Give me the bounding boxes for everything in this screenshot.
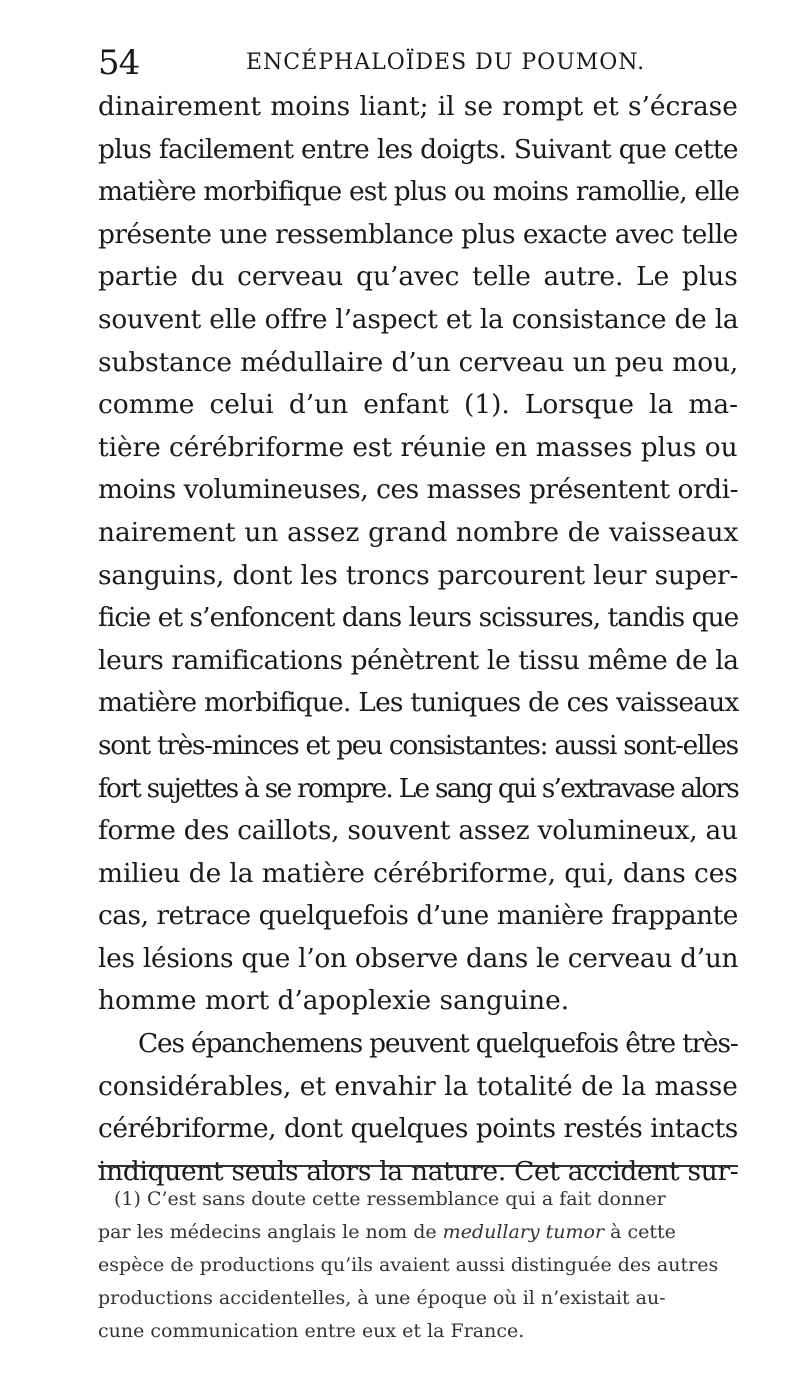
footnote-text: par les médecins anglais le nom de bbox=[98, 1221, 443, 1243]
body-line: forme des caillots, souvent assez volumineux, au bbox=[98, 815, 738, 847]
body-line: indiquent seuls alors la nature. Cet accident sur- bbox=[98, 1155, 739, 1187]
body-line: ficie et s’enfoncent dans leurs scissures, tandis que bbox=[98, 602, 739, 634]
page-header bbox=[98, 40, 718, 86]
body-line: tière cérébriforme est réunie en masses plus ou bbox=[98, 431, 738, 463]
body-line: nairement un assez grand nombre de vaisseaux bbox=[98, 516, 739, 548]
body-line: partie du cerveau qu’avec telle autre. Le plus bbox=[98, 261, 738, 293]
body-line: sont très-minces et peu consistantes: aussi sont-elles bbox=[98, 729, 738, 761]
body-line: fort sujettes à se rompre. Le sang qui s’extravase alors bbox=[98, 772, 739, 804]
footnote-line: productions accidentelles, à une époque où il n’existait au- bbox=[98, 1287, 666, 1309]
page-number: 54 bbox=[98, 43, 140, 83]
footnote-line: espèce de productions qu’ils avaient aussi distinguée des autres bbox=[98, 1254, 719, 1276]
body-line: cérébriforme, dont quelques points restés intacts bbox=[98, 1113, 738, 1145]
footnote-line: cune communication entre eux et la France. bbox=[98, 1320, 525, 1342]
footnote-line: (1) C’est sans doute cette ressemblance qui a fait donner bbox=[114, 1188, 666, 1210]
body-line: leurs ramifications pénètrent le tissu même de la bbox=[98, 644, 739, 676]
body-line: matière morbifique est plus ou moins ramollie, elle bbox=[98, 176, 740, 208]
body-line: les lésions que l’on observe dans le cerveau d’un bbox=[98, 942, 739, 974]
footnote bbox=[98, 1183, 738, 1348]
body-line: matière morbifique. Les tuniques de ces vaisseaux bbox=[98, 687, 739, 719]
body-line: considérables, et envahir la totalité de la masse bbox=[98, 1070, 738, 1102]
body-line: sanguins, dont les troncs parcourent leur super- bbox=[98, 559, 739, 591]
body-line: comme celui d’un enfant (1). Lorsque la ma- bbox=[98, 389, 739, 421]
footnote-italic-term: medullary tumor bbox=[442, 1221, 605, 1243]
body-line: plus facilement entre les doigts. Suivant que cette bbox=[98, 133, 738, 165]
body-text bbox=[98, 86, 738, 1193]
body-line: homme mort d’apoplexie sanguine. bbox=[98, 985, 570, 1017]
body-line: substance médullaire d’un cerveau un peu mou, bbox=[98, 346, 739, 378]
body-line: dinairement moins liant; il se rompt et s’écrase bbox=[98, 91, 738, 122]
running-head: ENCÉPHALOÏDES DU POUMON. bbox=[246, 50, 646, 75]
footnote-divider bbox=[98, 1165, 738, 1167]
body-line: souvent elle offre l’aspect et la consistance de la bbox=[98, 303, 739, 335]
body-line: moins volumineuses, ces masses présentent ordi- bbox=[98, 474, 739, 506]
paragraph-start-line: Ces épanchemens peuvent quelquefois être très- bbox=[138, 1028, 738, 1060]
body-line: milieu de la matière cérébriforme, qui, dans ces bbox=[98, 857, 738, 889]
body-line: présente une ressemblance plus exacte avec telle bbox=[98, 218, 738, 250]
footnote-line bbox=[98, 1216, 738, 1249]
footnote-text: à cette bbox=[604, 1221, 676, 1243]
body-line: cas, retrace quelquefois d’une manière frappante bbox=[98, 900, 738, 932]
